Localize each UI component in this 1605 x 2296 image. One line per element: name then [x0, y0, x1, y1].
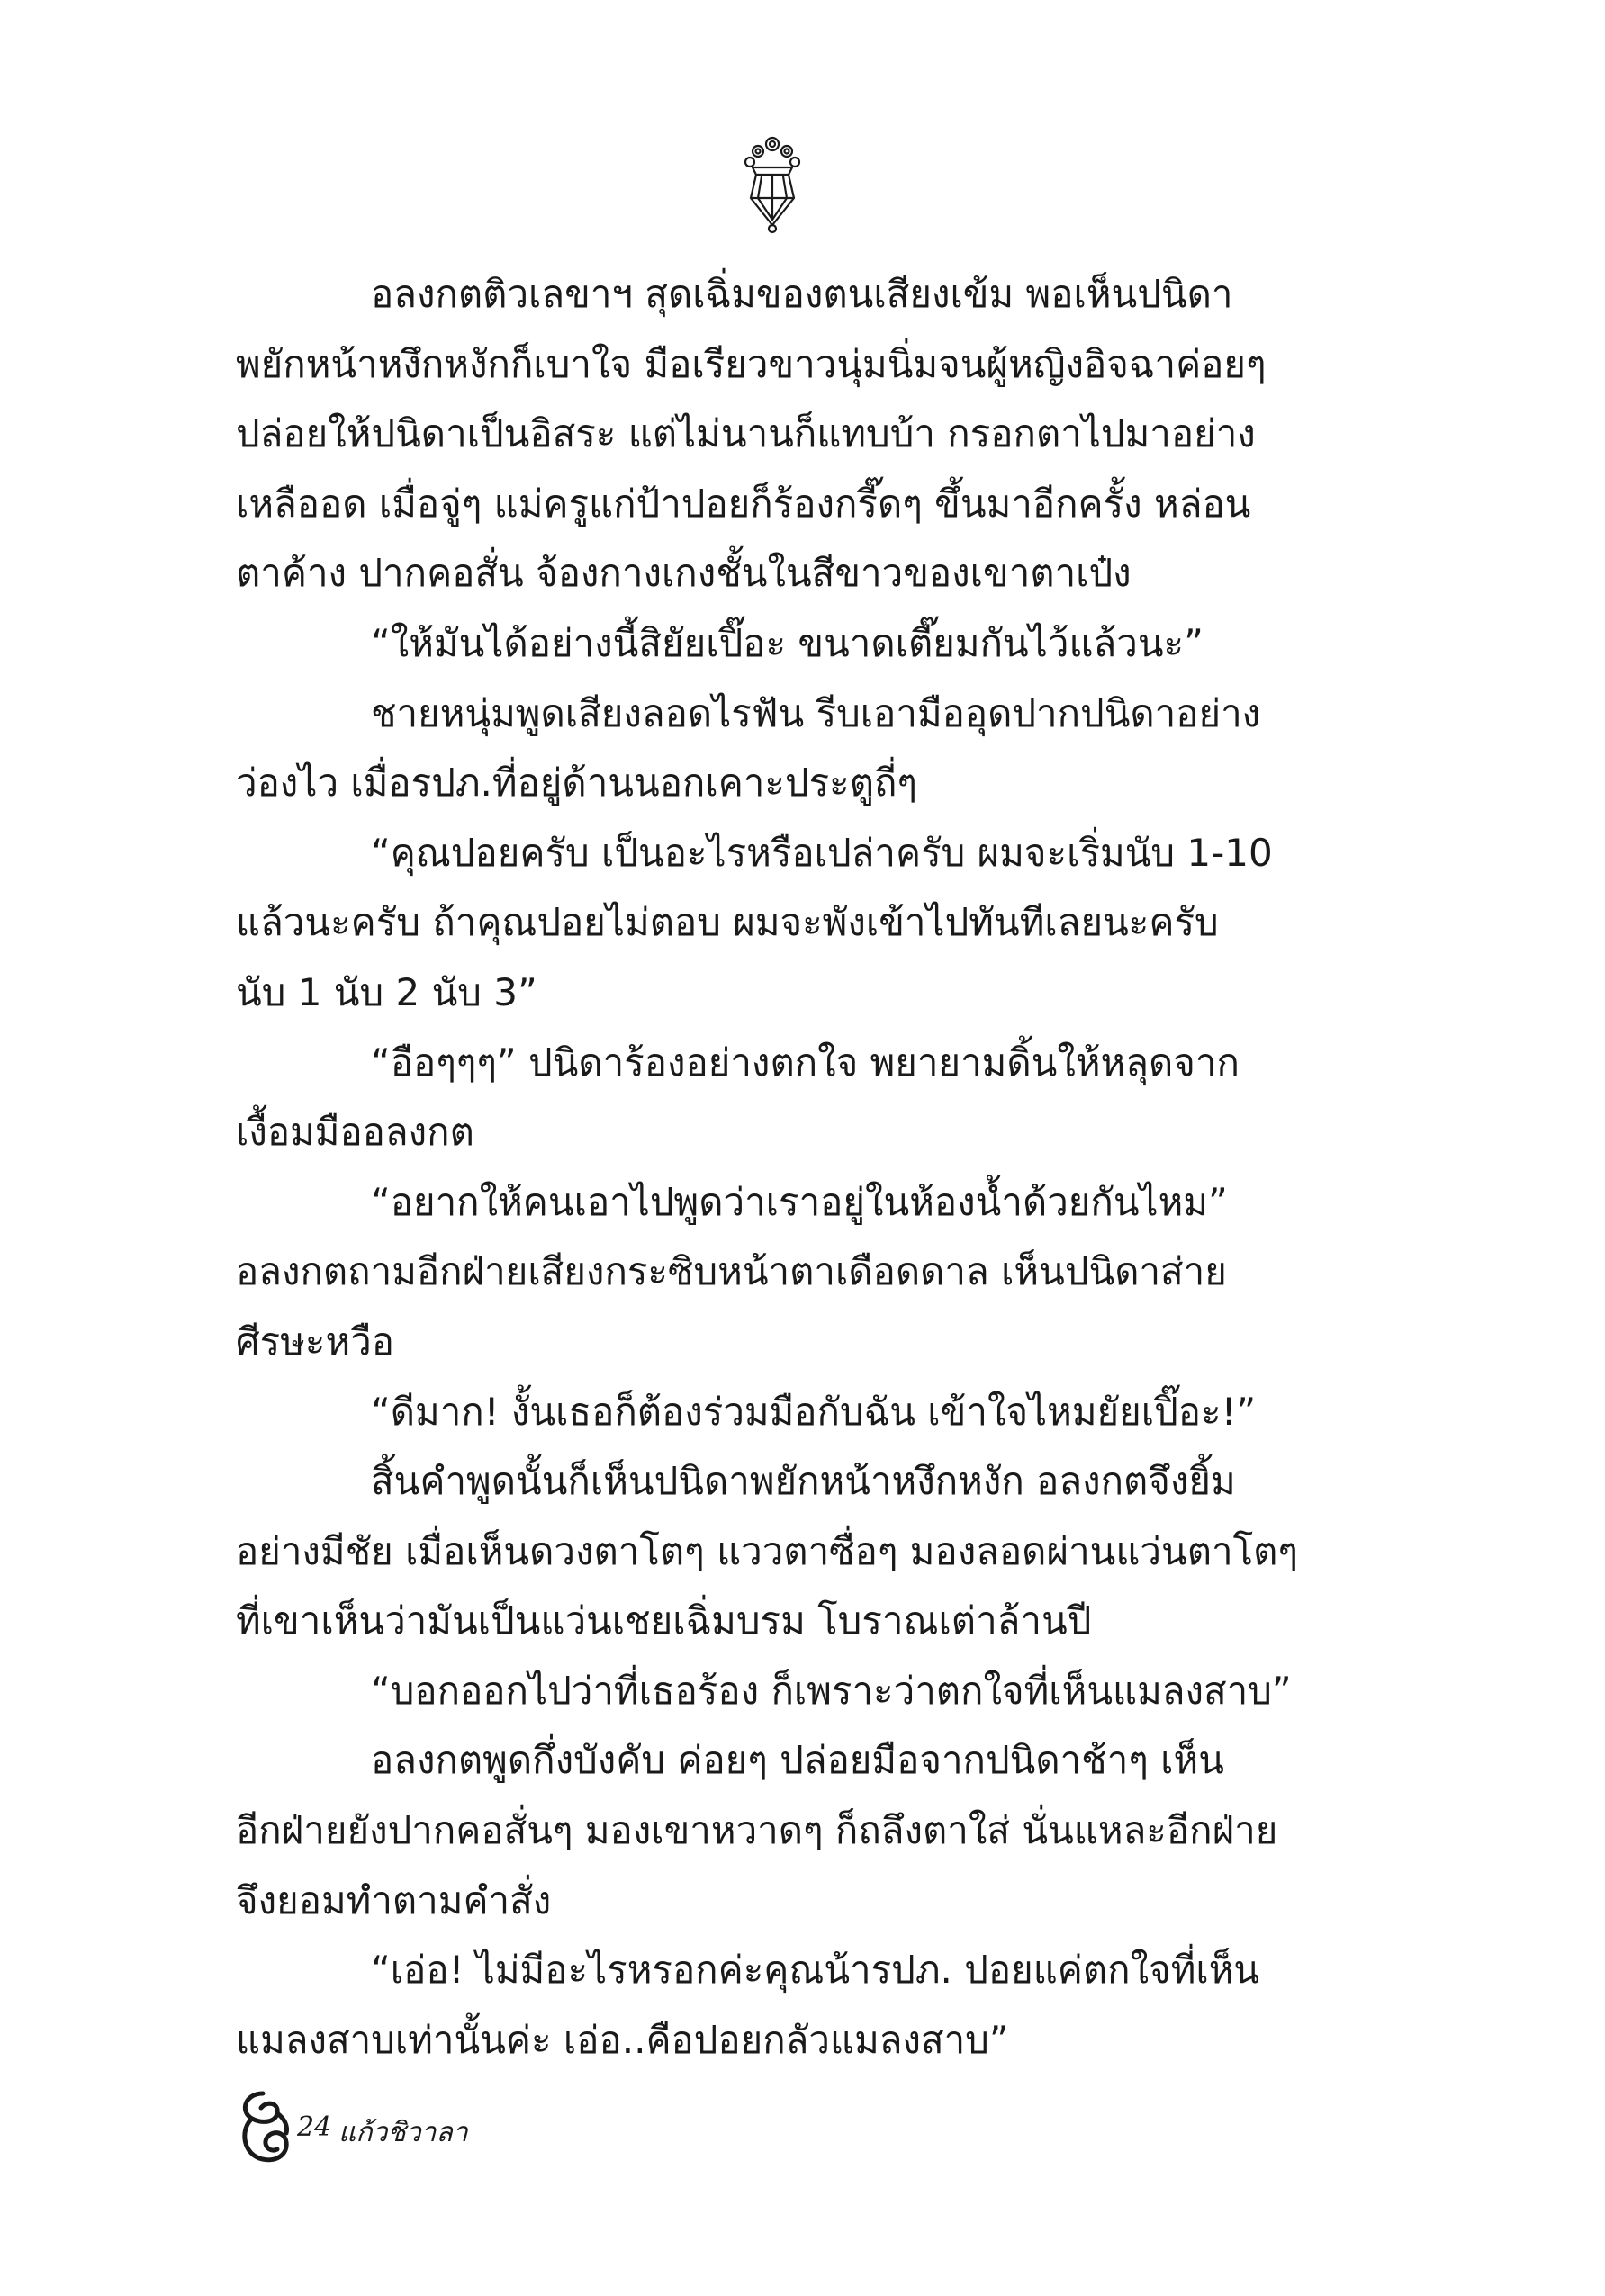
text-line: “อยากให้คนเอาไปพูดว่าเราอยู่ในห้องน้ำด้วยกันไหม” — [371, 1179, 1228, 1224]
text-line: เงื้อมมืออลงกต — [236, 1110, 474, 1155]
text-line: นับ 1 นับ 2 นับ 3” — [236, 969, 537, 1014]
text-line: ชายหนุ่มพูดเสียงลอดไรฟัน รีบเอามืออุดปากปนิดาอย่าง — [371, 690, 1261, 735]
text-line: “ให้มันได้อย่างนี้สิยัยเปิ๊อะ ขนาดเตี๊ยมกันไว้แล้วนะ” — [371, 620, 1204, 665]
text-line: แมลงสาบเท่านั้นค่ะ เอ่อ..คือปอยกลัวแมลงสาบ” — [236, 2017, 1009, 2062]
text-line: อลงกตพูดกึ่งบังคับ ค่อยๆ ปล่อยมือจากปนิดาช้าๆ เห็น — [371, 1738, 1224, 1783]
text-line: อลงกตติวเลขาฯ สุดเฉิ่มของตนเสียงเข้ม พอเห็นปนิดา — [371, 272, 1233, 316]
text-line: “ดีมาก! งั้นเธอก็ต้องร่วมมือกับฉัน เข้าใจไหมยัยเปิ๊อะ!” — [371, 1389, 1257, 1434]
book-title: แก้วชิวาลา — [338, 2117, 468, 2148]
text-line: อย่างมีชัย เมื่อเห็นดวงตาโตๆ แววตาซื่อๆ มองลอดผ่านแว่นตาโตๆ — [236, 1528, 1298, 1573]
text-line: แล้วนะครับ ถ้าคุณปอยไม่ตอบ ผมจะพังเข้าไปทันทีเลยนะครับ — [236, 900, 1219, 945]
text-body — [236, 259, 1298, 2075]
text-line: “บอกออกไปว่าที่เธอร้อง ก็เพราะว่าตกใจที่เห็นแมลงสาบ” — [371, 1668, 1292, 1713]
text-line: “อือๆๆๆ” ปนิดาร้องอย่างตกใจ พยายามดิ้นให้หลุดจาก — [371, 1040, 1240, 1085]
text-line: “คุณปอยครับ เป็นอะไรหรือเปล่าครับ ผมจะเริ่มนับ 1-10 — [371, 830, 1273, 875]
text-line: จึงยอมทำตามคำสั่ง — [236, 1877, 552, 1922]
text-line: อีกฝ่ายยังปากคอสั่นๆ มองเขาหวาดๆ ก็ถลึงตาใส่ นั่นแหละอีกฝ่าย — [236, 1808, 1278, 1853]
lantern-ornament-icon — [740, 135, 805, 236]
text-line: เหลืออด เมื่อจู่ๆ แม่ครูแก่ป้าปอยก็ร้องกรี๊ดๆ ขึ้นมาอีกครั้ง หล่อน — [236, 481, 1251, 526]
page-footer — [236, 2086, 776, 2167]
page-number: 24 — [297, 2111, 332, 2143]
text-line: สิ้นคำพูดนั้นก็เห็นปนิดาพยักหน้าหงึกหงัก อลงกตจึงยิ้ม — [371, 1459, 1236, 1504]
text-line: “เอ่อ! ไม่มีอะไรหรอกค่ะคุณน้ารปภ. ปอยแค่ตกใจที่เห็น — [371, 1948, 1260, 1993]
text-line: ที่เขาเห็นว่ามันเป็นแว่นเชยเฉิ่มบรม โบราณเต่าล้านปี — [236, 1598, 1092, 1643]
text-line: ตาค้าง ปากคอสั่น จ้องกางเกงชั้นในสีขาวของเขาตาเป๋ง — [236, 551, 1132, 596]
book-monogram-icon — [236, 2086, 304, 2167]
text-line: พยักหน้าหงึกหงักก็เบาใจ มือเรียวขาวนุ่มนิ่มจนผู้หญิงอิจฉาค่อยๆ — [236, 341, 1267, 386]
text-line: ว่องไว เมื่อรปภ.ที่อยู่ด้านนอกเคาะประตูถี่ๆ — [236, 761, 917, 806]
text-line: อลงกตถามอีกฝ่ายเสียงกระซิบหน้าตาเดือดดาล เห็นปนิดาส่าย — [236, 1249, 1227, 1294]
text-line: ปล่อยให้ปนิดาเป็นอิสระ แต่ไม่นานก็แทบบ้า กรอกตาไปมาอย่าง — [236, 411, 1256, 456]
text-line: ศีรษะหวือ — [236, 1319, 394, 1364]
